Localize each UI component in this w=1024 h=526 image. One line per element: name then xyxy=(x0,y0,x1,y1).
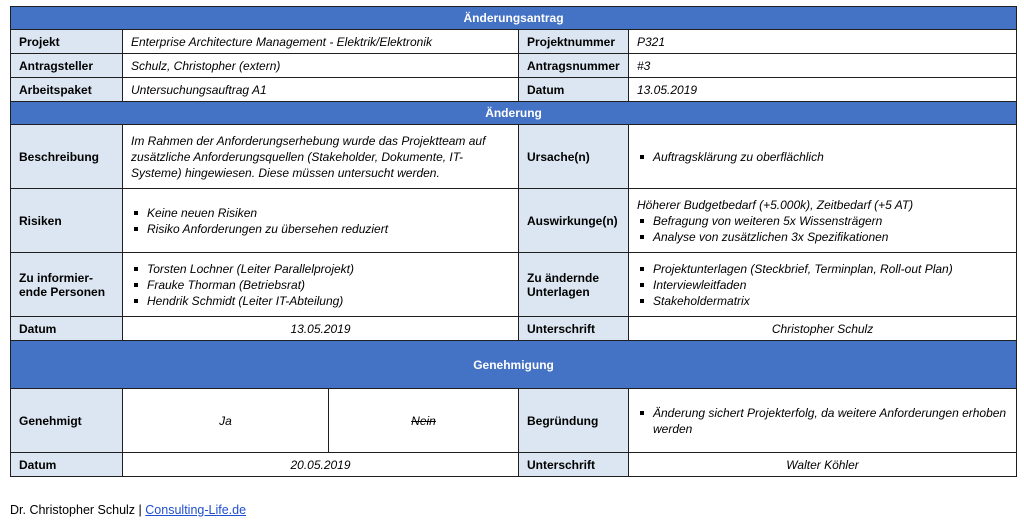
project-label: Projekt xyxy=(11,30,123,54)
inform-label xyxy=(11,253,123,317)
inform-item: Hendrik Schmidt (Leiter IT-Abteilung) xyxy=(131,293,510,309)
work-package-value: Untersuchungsauftrag A1 xyxy=(123,78,519,102)
change-signature-value: Christopher Schulz xyxy=(629,317,1017,341)
request-number-label: Antragsnummer xyxy=(519,54,629,78)
header-date-label: Datum xyxy=(519,78,629,102)
footer-separator: | xyxy=(138,503,142,517)
description-label: Beschreibung xyxy=(11,125,123,189)
effects-cell xyxy=(629,189,1017,253)
risk-item: Risiko Anforderungen zu übersehen reduziert xyxy=(131,221,510,237)
docs-label-line-2: Unterlagen xyxy=(527,284,590,299)
form-title: Änderungsantrag xyxy=(11,7,1017,30)
project-number-label: Projektnummer xyxy=(519,30,629,54)
risk-item: Keine neuen Risiken xyxy=(131,205,510,221)
footer xyxy=(10,503,246,517)
reason-item: Änderung sichert Projekterfolg, da weitere Anforderungen erhoben werden xyxy=(637,405,1008,437)
docs-label xyxy=(519,253,629,317)
causes-label: Ursache(n) xyxy=(519,125,629,189)
footer-author: Dr. Christopher Schulz xyxy=(10,503,136,517)
change-date-value: 13.05.2019 xyxy=(123,317,519,341)
approval-signature-label: Unterschrift xyxy=(519,453,629,477)
project-number-value: P321 xyxy=(629,30,1017,54)
reason-cell xyxy=(629,389,1017,453)
effect-item: Befragung von weiteren 5x Wissensträgern xyxy=(637,213,1008,229)
doc-item: Interviewleitfaden xyxy=(637,277,1008,293)
risks-cell xyxy=(123,189,519,253)
header-date-value: 13.05.2019 xyxy=(629,78,1017,102)
approved-no xyxy=(329,389,519,453)
change-section-title: Änderung xyxy=(11,102,1017,125)
approved-no-text: Nein xyxy=(411,413,436,428)
applicant-value: Schulz, Christopher (extern) xyxy=(123,54,519,78)
cause-item: Auftragsklärung zu oberflächlich xyxy=(637,149,1008,165)
effect-item: Analyse von zusätzlichen 3x Spezifikationen xyxy=(637,229,1008,245)
approved-label: Genehmigt xyxy=(11,389,123,453)
docs-label-line-1: Zu ändernde xyxy=(527,270,600,285)
approval-signature-value: Walter Köhler xyxy=(629,453,1017,477)
docs-cell xyxy=(629,253,1017,317)
effects-label: Auswirkunge(n) xyxy=(519,189,629,253)
footer-link[interactable]: Consulting-Life.de xyxy=(145,503,247,517)
inform-label-line-1: Zu informier- xyxy=(19,270,93,285)
approval-date-label: Datum xyxy=(11,453,123,477)
change-signature-label: Unterschrift xyxy=(519,317,629,341)
applicant-label: Antragsteller xyxy=(11,54,123,78)
risks-label: Risiken xyxy=(11,189,123,253)
effects-intro: Höherer Budgetbedarf (+5.000k), Zeitbedarf (+5 AT) xyxy=(637,197,914,212)
doc-item: Projektunterlagen (Steckbrief, Terminplan, Roll-out Plan) xyxy=(637,261,1008,277)
causes-cell xyxy=(629,125,1017,189)
change-date-label: Datum xyxy=(11,317,123,341)
change-request-form xyxy=(10,6,1017,477)
doc-item: Stakeholdermatrix xyxy=(637,293,1008,309)
approval-section-title: Genehmigung xyxy=(11,341,1017,389)
description-value: Im Rahmen der Anforderungserhebung wurde das Projektteam auf zusätzliche Anforderungsquellen (Stakeholder, Dokumente, IT-Systeme) hingewiesen. Diese müssen untersucht werden. xyxy=(123,125,519,189)
inform-cell xyxy=(123,253,519,317)
reason-label: Begründung xyxy=(519,389,629,453)
approval-date-value: 20.05.2019 xyxy=(123,453,519,477)
inform-label-line-2: ende Personen xyxy=(19,284,106,299)
work-package-label: Arbeitspaket xyxy=(11,78,123,102)
request-number-value: #3 xyxy=(629,54,1017,78)
project-value: Enterprise Architecture Management - Elektrik/Elektronik xyxy=(123,30,519,54)
inform-item: Frauke Thorman (Betriebsrat) xyxy=(131,277,510,293)
inform-item: Torsten Lochner (Leiter Parallelprojekt) xyxy=(131,261,510,277)
approved-yes: Ja xyxy=(123,389,329,453)
